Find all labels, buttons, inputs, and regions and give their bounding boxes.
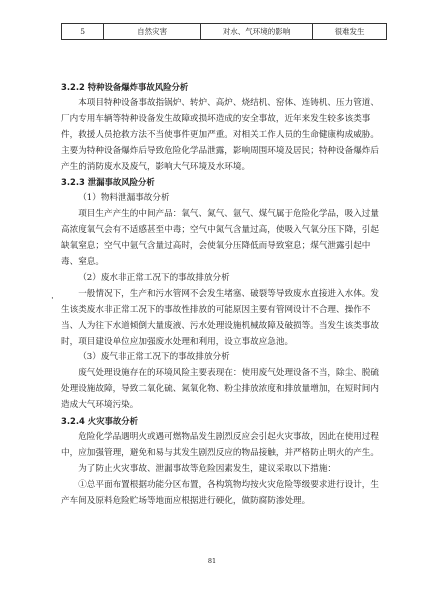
subsection-text-wastewater: 一般情况下，生产和污水管网不会发生堵塞、破裂等导致废水直接进入水体。发生该类废水非正常工况下的事故性排放的可能原因主要有管网设计不合理、操作不当、人为往下水道倾倒大量废液、污水处理设施机械故障及破损等。当发生该类事故时，项目建设单位应加强废水处理和利用，设立事故应急池。 (61, 288, 379, 347)
section-3-2-4-paragraph: 危险化学品遇明火或遇可燃物品发生剧烈反应会引起火灾事故，因此在使用过程中，应加强管理，避免和易与其发生剧烈反应的物品接触，并严格防止明火的产生。 (61, 431, 379, 458)
document-body (61, 80, 387, 509)
subsection-text-material-leak: 项目生产产生的中间产品：氧气、氮气、氩气、煤气属于危险化学品，吸入过量高浓度氧气会有不适感甚至中毒；空气中氮气含量过高，使吸入气氧分压下降，引起缺氧窒息；空气中氩气含量过高时，会使氧分压降低而导致窒息；煤气泄露引起中毒、窒息。 (61, 209, 379, 267)
section-heading-3-2-4: 3.2.4 火灾事故分析 (61, 416, 139, 427)
stray-mark: · (51, 294, 54, 304)
subsection-title-material-leak: （1）物料泄漏事故分析 (78, 193, 170, 204)
table-cell-likelihood: 很难发生 (313, 24, 387, 40)
measures-intro: 为了防止火灾事故、泄漏事故等危险因素发生，建议采取以下措施： (78, 463, 337, 474)
risk-table (61, 23, 387, 40)
table-cell-risk-type: 自然灾害 (104, 24, 200, 40)
section-3-2-2-paragraph: 本项目特种设备事故指锅炉、转炉、高炉、烧结机、窑体、连铸机、压力管道、厂内专用车辆等特种设备发生故障或损坏造成的安全事故，近年来发生较多该类事件，救援人员抢救方法不当使事件更加严重。对相关工作人员的生命健康构成威胁。主要为特种设备爆炸后导致危险化学品泄露，影响周围环境及居民；特种设备爆炸后产生的消防废水及废气，影响大气环境及水环境。 (61, 97, 379, 172)
table-cell-impact: 对水、气环境的影响 (200, 24, 312, 40)
section-heading-3-2-3: 3.2.3 泄漏事故风险分析 (61, 177, 155, 188)
section-heading-3-2-2: 3.2.2 特种设备爆炸事故风险分析 (61, 82, 189, 92)
page-number: 81 (207, 557, 217, 565)
subsection-text-exhaust: 废气处理设施存在的环境风险主要表现在：使用废气处理设备不当，除尘、脱硫处理设施故障，导致二氧化硫、氮氧化物、粉尘排放浓度和排放量增加，在短时间内造成大气环境污染。 (61, 368, 379, 411)
table-row (62, 24, 387, 40)
subsection-title-exhaust: （3）废气非正常工况下的事故排放分析 (78, 352, 230, 363)
subsection-title-wastewater: （2）废水非正常工况下的事故排放分析 (78, 272, 230, 283)
table-cell-index: 5 (62, 24, 104, 40)
measures-item-1: ①总平面布置根据功能分区布置，各构筑物均按火灾危险等级要求进行设计，生产车间及原料危险贮场等地面应根据进行硬化，做防腐防渗处理。 (61, 479, 379, 506)
